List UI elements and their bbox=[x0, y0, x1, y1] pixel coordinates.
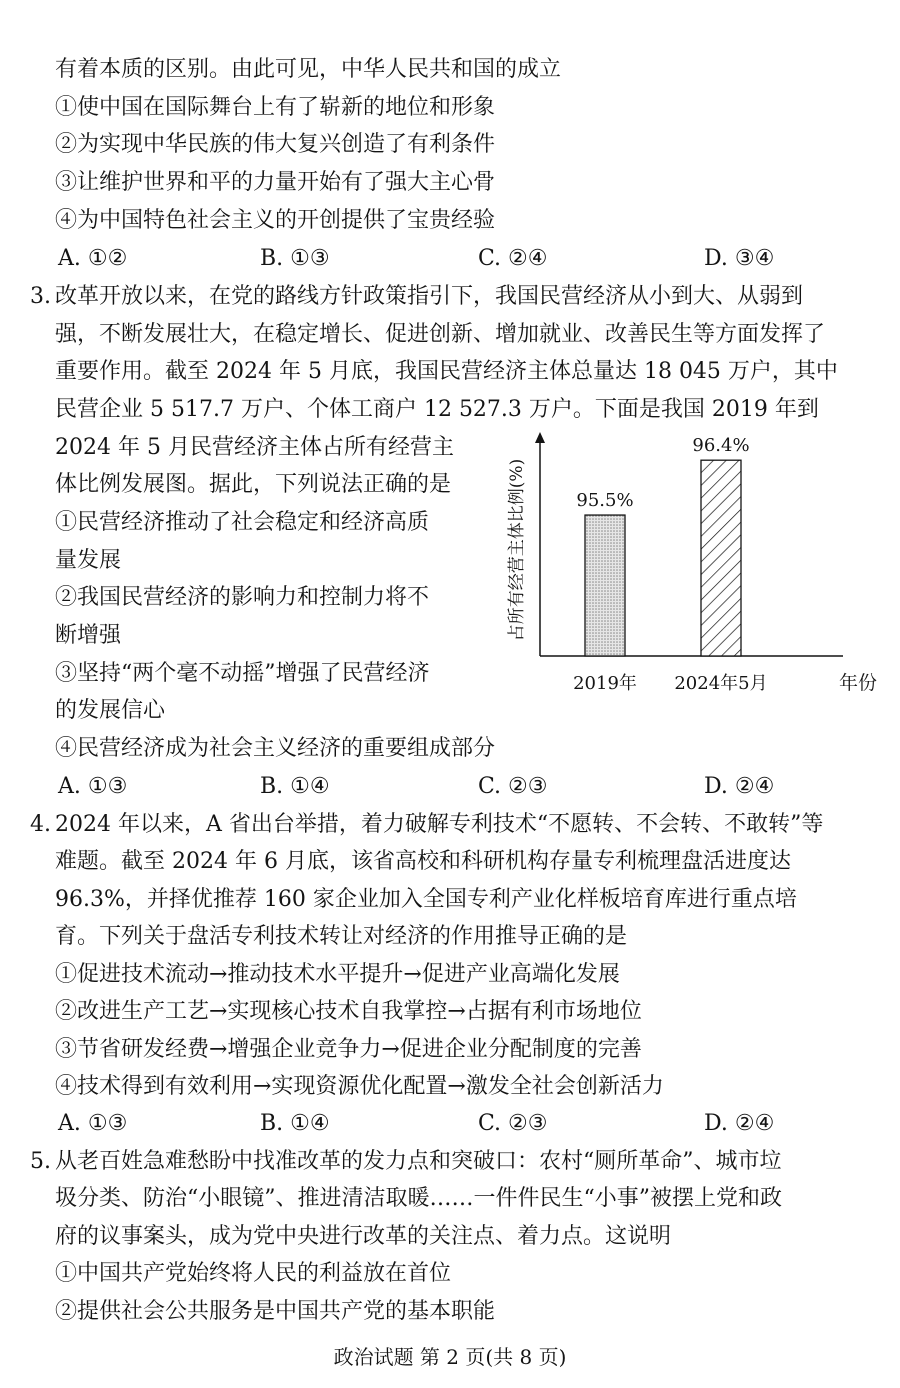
q5-statement-1: ①中国共产党始终将人民的利益放在首位 bbox=[55, 1261, 452, 1286]
q4-option-c[interactable]: C. ②③ bbox=[478, 1111, 548, 1136]
q2-option-a[interactable]: A. ①② bbox=[58, 246, 128, 271]
q5-statement-2: ②提供社会公共服务是中国共产党的基本职能 bbox=[55, 1299, 496, 1324]
q4-stem-line-3: 96.3%，并择优推荐 160 家企业加入全国专利产业化样板培育库进行重点培 bbox=[55, 887, 797, 912]
q3-statement-4: ④民营经济成为社会主义经济的重要组成部分 bbox=[55, 736, 496, 761]
q2-statement-4: ④为中国特色社会主义的开创提供了宝贵经验 bbox=[55, 208, 496, 233]
bar-value-label-0: 95.5% bbox=[576, 490, 634, 512]
q4-stem-line-2: 难题。截至 2024 年 6 月底，该省高校和科研机构存量专利梳理盘活进度达 bbox=[55, 849, 791, 874]
q5-stem-line-2: 圾分类、防治“小眼镜”、推进清洁取暖……一件件民生“小事”被摆上党和政 bbox=[55, 1186, 782, 1211]
chart-axes bbox=[535, 432, 843, 656]
q3-stem-line-1: 改革开放以来，在党的路线方针政策指引下，我国民营经济从小到大、从弱到 bbox=[55, 284, 804, 309]
q5-stem-line-1: 从老百姓急难愁盼中找准改革的发力点和突破口：农村“厕所革命”、城市垃 bbox=[55, 1149, 782, 1174]
y-axis-arrow bbox=[535, 432, 545, 443]
q2-statement-3: ③让维护世界和平的力量开始有了强大主心骨 bbox=[55, 170, 496, 195]
q4-statement-2: ②改进生产工艺→实现核心技术自我掌控→占据有利市场地位 bbox=[55, 999, 642, 1024]
q3-stem-line-5: 2024 年 5 月民营经济主体占所有经营主 bbox=[55, 435, 454, 460]
q4-stem-line-4: 育。下列关于盘活专利技术转让对经济的作用推导正确的是 bbox=[55, 924, 628, 949]
x-tick-label-0: 2019年 bbox=[573, 673, 637, 694]
q4-statement-4: ④技术得到有效利用→实现资源优化配置→激发全社会创新活力 bbox=[55, 1074, 664, 1099]
q2-option-b[interactable]: B. ①③ bbox=[260, 246, 330, 271]
q2-option-d[interactable]: D. ③④ bbox=[704, 246, 775, 271]
x-tick-label-1: 2024年5月 bbox=[674, 673, 768, 694]
q2-statement-2: ②为实现中华民族的伟大复兴创造了有利条件 bbox=[55, 132, 496, 157]
q3-option-d[interactable]: D. ②④ bbox=[704, 774, 775, 799]
q3-stem-line-2: 强，不断发展壮大，在稳定增长、促进创新、增加就业、改善民生等方面发挥了 bbox=[55, 322, 826, 347]
q3-option-c[interactable]: C. ②③ bbox=[478, 774, 548, 799]
q2-option-c[interactable]: C. ②④ bbox=[478, 246, 548, 271]
q2-intro-line: 有着本质的区别。由此可见，中华人民共和国的成立 bbox=[55, 57, 562, 82]
y-axis-label: 占所有经营主体比例(%) bbox=[507, 458, 527, 642]
proportion-bar-chart bbox=[478, 428, 878, 698]
q4-option-b[interactable]: B. ①④ bbox=[260, 1111, 330, 1136]
q3-statement-2b: 断增强 bbox=[55, 623, 122, 648]
q4-option-a[interactable]: A. ①③ bbox=[58, 1111, 128, 1136]
q4-statement-1: ①促进技术流动→推动技术水平提升→促进产业高端化发展 bbox=[55, 962, 620, 987]
q5-number: 5. bbox=[30, 1149, 51, 1174]
q3-statement-3b: 的发展信心 bbox=[55, 698, 166, 723]
q4-number: 4. bbox=[30, 812, 51, 837]
q3-stem-line-4: 民营企业 5 517.7 万户、个体工商户 12 527.3 万户。下面是我国 2019 年到 bbox=[55, 397, 819, 422]
page-footer: 政治试题 第 2 页(共 8 页) bbox=[333, 1345, 567, 1369]
bar-0 bbox=[585, 515, 625, 656]
q4-statement-3: ③节省研发经费→增强企业竞争力→促进企业分配制度的完善 bbox=[55, 1037, 642, 1062]
q4-stem-line-1: 2024 年以来，A 省出台举措，着力破解专利技术“不愿转、不会转、不敢转”等 bbox=[55, 812, 824, 837]
q3-statement-3a: ③坚持“两个毫不动摇”增强了民营经济 bbox=[55, 661, 430, 686]
q3-option-a[interactable]: A. ①③ bbox=[58, 774, 128, 799]
q3-stem-line-6: 体比例发展图。据此，下列说法正确的是 bbox=[55, 472, 452, 497]
q5-stem-line-3: 府的议事案头，成为党中央进行改革的关注点、着力点。这说明 bbox=[55, 1224, 672, 1249]
bar-value-label-1: 96.4% bbox=[692, 435, 750, 457]
q4-option-d[interactable]: D. ②④ bbox=[704, 1111, 775, 1136]
q3-statement-1a: ①民营经济推动了社会稳定和经济高质 bbox=[55, 510, 430, 535]
q3-option-b[interactable]: B. ①④ bbox=[260, 774, 330, 799]
q3-statement-2a: ②我国民营经济的影响力和控制力将不 bbox=[55, 585, 430, 610]
x-axis-label: 年份 bbox=[838, 672, 878, 694]
q3-statement-1b: 量发展 bbox=[55, 548, 122, 573]
q2-statement-1: ①使中国在国际舞台上有了崭新的地位和形象 bbox=[55, 95, 496, 120]
q3-stem-line-3: 重要作用。截至 2024 年 5 月底，我国民营经济主体总量达 18 045 万户，其中 bbox=[55, 359, 838, 384]
q3-number: 3. bbox=[30, 284, 51, 309]
bar-1 bbox=[701, 460, 741, 656]
